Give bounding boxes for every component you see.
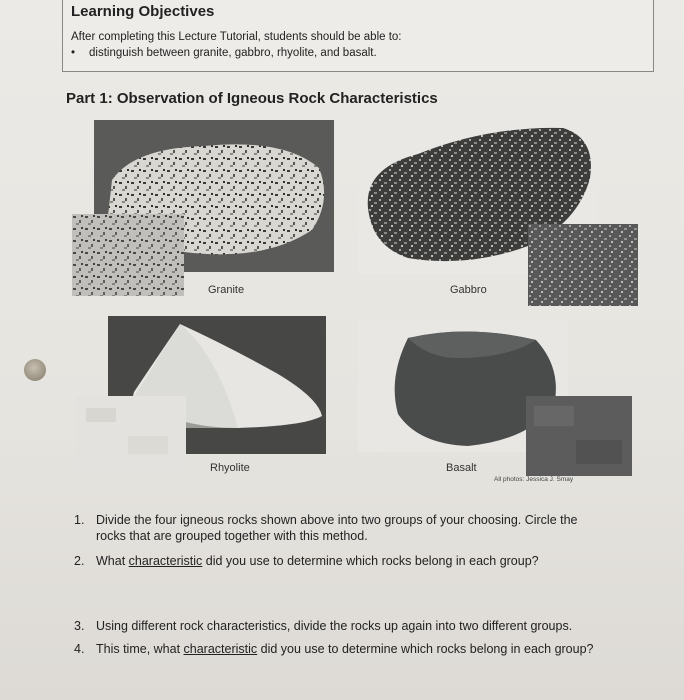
question-4 [74,641,594,657]
question-4-number: 4. [74,642,85,656]
basalt-closeup-photo [526,396,632,476]
question-3-text: Using different rock characteristics, divide the rocks up again into two different groups. [96,619,573,633]
basalt-caption: Basalt [446,462,477,474]
bullet-icon: • [71,47,76,59]
learning-objectives-title: Learning Objectives [71,3,215,20]
learning-objective-item [71,47,377,59]
part1-title: Part 1: Observation of Igneous Rock Characteristics [66,90,438,107]
granite-caption: Granite [208,284,245,296]
photo-credit: All photos: Jessica J. Smay [494,476,574,483]
question-2-text-pre: What [96,554,129,568]
question-4-text-post: did you use to determine which rocks belong in each group? [257,642,594,656]
question-4-text-pre: This time, what [96,642,184,656]
rhyolite-closeup-photo [76,396,186,472]
granite-closeup-photo [72,214,184,296]
learning-objectives-box [62,0,654,72]
question-2-keyword: characteristic [128,554,203,568]
rhyolite-caption: Rhyolite [210,462,250,474]
question-3-number: 3. [74,619,85,633]
question-3 [74,618,572,634]
question-1-number: 1. [74,513,85,527]
question-2-text-post: did you use to determine which rocks belong in each group? [202,554,539,568]
question-1 [74,512,634,544]
binder-hole [24,359,46,381]
question-1-text-line2: rocks that are grouped together with this method. [96,529,368,543]
gabbro-caption: Gabbro [450,284,487,296]
learning-objective-text: distinguish between granite, gabbro, rhyolite, and basalt. [89,47,377,59]
question-1-text-line1: Divide the four igneous rocks shown above into two groups of your choosing. Circle the [96,513,578,527]
question-2-number: 2. [74,554,85,568]
learning-objectives-intro: After completing this Lecture Tutorial, students should be able to: [71,31,402,43]
question-2 [74,553,539,569]
question-4-keyword: characteristic [183,642,258,656]
gabbro-closeup-photo [528,224,638,306]
